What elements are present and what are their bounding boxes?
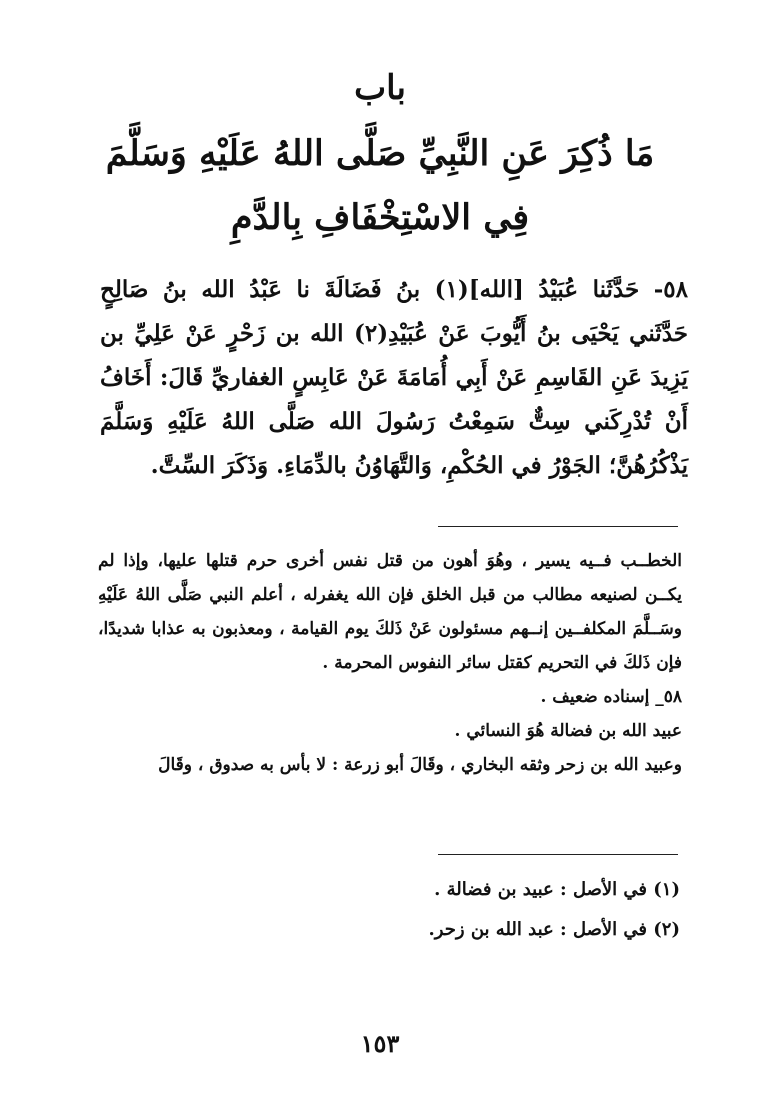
commentary [98, 544, 682, 782]
isnad-grading: ٥٨_ إسناده ضعيف . [540, 687, 682, 707]
footnote-1: (١) في الأصل : عبيد بن فضالة . [434, 879, 680, 900]
footnote-2: (٢) في الأصل : عبد الله بن زحر. [428, 919, 680, 940]
footnote-divider [438, 854, 678, 855]
chapter-title [60, 122, 700, 250]
chapter-label: باب [354, 68, 406, 108]
chapter-title-line-1: مَا ذُكِرَ عَنِ النَّبِيِّ صَلَّى اللهُ عَلَيْهِ وَسَلَّمَ [105, 133, 655, 174]
page-number: ١٥٣ [360, 1029, 400, 1058]
chapter-title-line-2: فِي الاسْتِخْفَافِ بِالدَّمِ [230, 197, 530, 238]
commentary-paragraph: الخطــب فــيه يسير ، وهُوَ أهون من قتل نفس أخرى حرم قتلها عليها، وإذا لم يكــن لصنيعه مطالب من قبل الخلق فإن الله يغفرله ، أعلم النبي صَلَّى اللهُ عَلَيْهِ وسَــلَّمَ المكلفــين إنــهم مسئولون عَنْ ذَلكَ يوم القيامة ، ومعذبون به عذابا شديدًا، فإن ذَلكَ في التحريم كقتل سائر النفوس المحرمة . [98, 551, 682, 673]
narrator-note: عبيد الله بن فضالة هُوَ النسائي . [454, 721, 682, 741]
narrator-note: وعبيد الله بن زحر وثقه البخاري ، وقَالَ أبو زرعة : لا بأس به صدوق ، وقَالَ [158, 755, 682, 775]
footnotes [300, 870, 680, 950]
commentary-divider [438, 526, 678, 527]
hadith-text: ٥٨- حَدَّثَنا عُبَيْدُ [الله](١) بنُ فَضَالَةَ نا عَبْدُ الله بنُ صَالِحٍ حَدَّثَني يَحْيَى بنُ أَيُّوبَ عَنْ عُبَيْدِ(٢) الله بن زَحْرٍ عَنْ عَلِيِّ بن يَزِيدَ عَنِ القَاسِمِ عَنْ أَبِي أُمَامَةَ عَنْ عَابِسٍ الغفاريِّ قَالَ: أَخَافُ أَنْ تُدْرِكَني سِتٌّ سَمِعْتُ رَسُولَ الله صَلَّى اللهُ عَلَيْهِ وَسَلَّمَ يَذْكُرُهُنَّ؛ الجَوْرُ في الحُكْمِ، وَالتَّهَاوُنُ بالدِّمَاءِ. وَذَكَرَ السِّتَّ. [100, 276, 688, 479]
